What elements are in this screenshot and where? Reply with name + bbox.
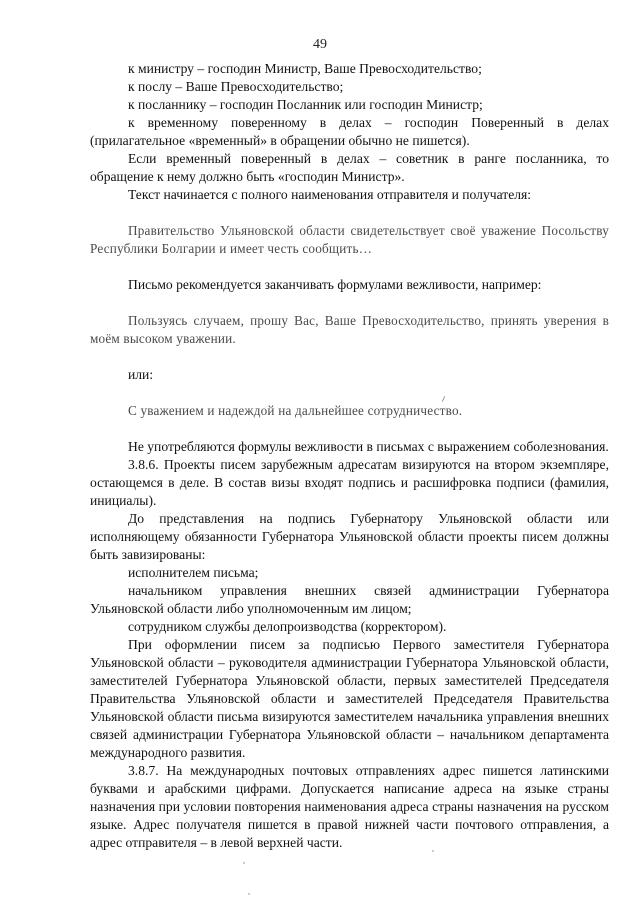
paragraph-section-3-8-7: 3.8.7. На международных почтовых отправлениях адрес пишется латинскими буквами и арабскими цифрами. Допускается написание адреса на языке страны назначения при условии повторения наименования адреса страны назначения на русском языке. Адрес получателя пишется в правой нижней части почтового отправления, а адрес отправителя – в левой верхней части. bbox=[90, 763, 609, 850]
paragraph-address-envoy: к посланнику – господин Посланник или господин Министр; bbox=[128, 97, 483, 112]
paragraph-section-3-8-6: 3.8.6. Проекты писем зарубежным адресатам визируются на втором экземпляре, остающемся в деле. В состав визы входят подпись и расшифровка подписи (фамилия, инициалы). bbox=[90, 457, 609, 508]
paragraph-address-charge: к временному поверенному в делах – господин Поверенный в делах (прилагательное «временный» в обращении обычно не пишется). bbox=[90, 115, 609, 148]
paragraph-address-ambassador: к послу – Ваше Превосходительство; bbox=[128, 79, 344, 94]
paragraph-or: или: bbox=[128, 367, 154, 382]
scan-speck bbox=[243, 862, 245, 864]
paragraph-deputy-letters: При оформлении писем за подписью Первого заместителя Губернатора Ульяновской области – руководителя администрации Губернатора Ульяновской области, заместителей Губернатора Ульяновской области, первых заместителей Председателя Правительства Ульяновской области и заместителей Председателя Правительства Ульяновской области письма визируются заместителем начальника управления внешних связей администрации Губернатора Ульяновской области – начальником департамента международного развития. bbox=[90, 637, 609, 760]
page-number: 49 bbox=[313, 37, 327, 52]
paragraph-condolence: Не употребляются формулы вежливости в письмах с выражением соболезнования. bbox=[128, 439, 609, 454]
example-closing-1: Пользуясь случаем, прошу Вас, Ваше Превосходительство, принять уверения в моём высоком уважении. bbox=[90, 313, 609, 346]
example-opening: Правительство Ульяновской области свидетельствует своё уважение Посольству Республики Болгарии и имеет честь сообщить… bbox=[90, 223, 609, 256]
document-body bbox=[90, 60, 609, 852]
scan-speck bbox=[432, 850, 434, 852]
paragraph-address-minister: к министру – господин Министр, Ваше Превосходительство; bbox=[128, 61, 482, 76]
paragraph-approver-head: начальником управления внешних связей администрации Губернатора Ульяновской области либо уполномоченным им лицом; bbox=[90, 583, 609, 616]
paragraph-closing-formulas: Письмо рекомендуется заканчивать формулами вежливости, например: bbox=[128, 277, 542, 292]
paragraph-approver-clerk: сотрудником службы делопроизводства (корректором). bbox=[128, 619, 447, 634]
paragraph-signature-approval: До представления на подпись Губернатору Ульяновской области или исполняющему обязанности Губернатора Ульяновской области проекты писем должны быть завизированы: bbox=[90, 511, 609, 562]
paragraph-text-start: Текст начинается с полного наименования отправителя и получателя: bbox=[128, 187, 532, 202]
example-closing-2: С уважением и надеждой на дальнейшее сотрудничество. bbox=[128, 403, 463, 418]
scan-speck bbox=[248, 893, 250, 895]
paragraph-charge-counsellor: Если временный поверенный в делах – советник в ранге посланника, то обращение к нему должно быть «господин Министр». bbox=[90, 151, 609, 184]
paragraph-approver-executor: исполнителем письма; bbox=[128, 565, 259, 580]
